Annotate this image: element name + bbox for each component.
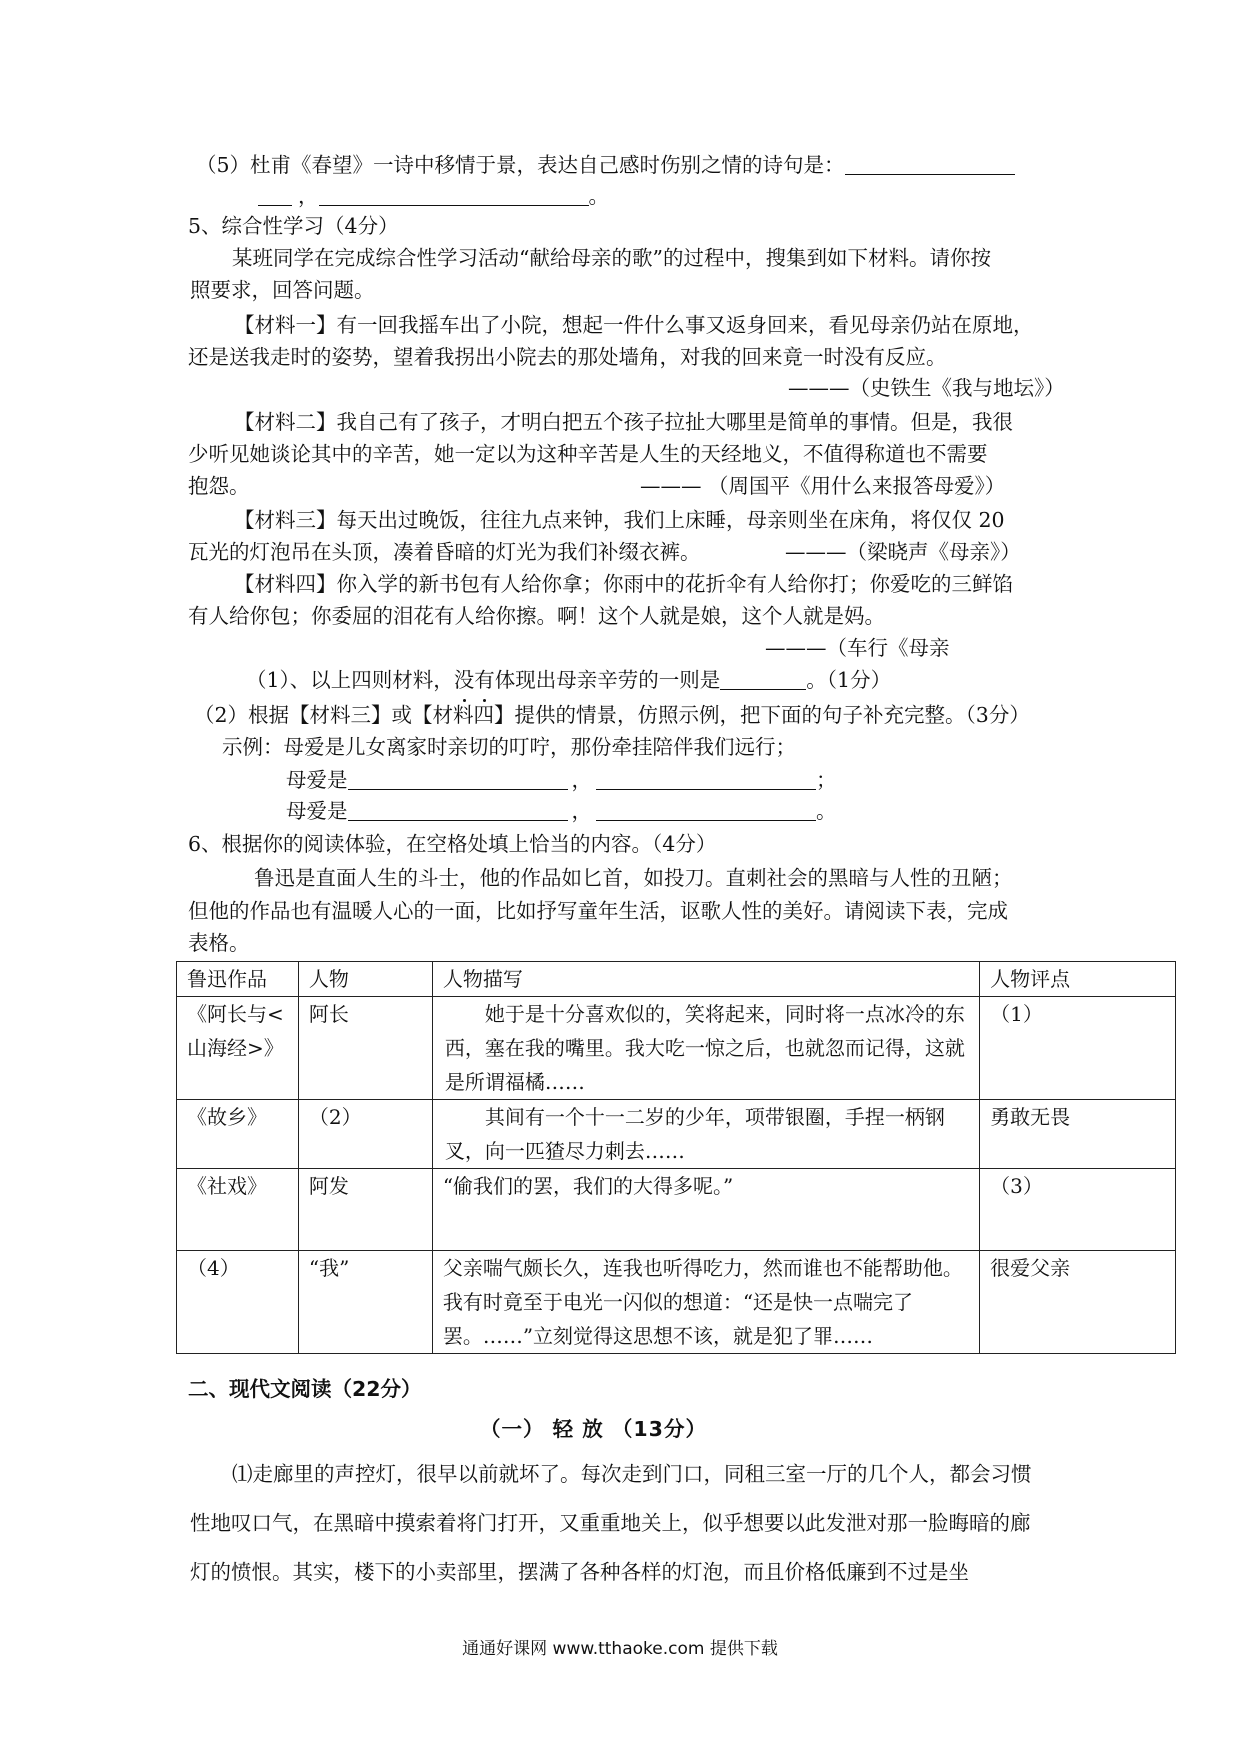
answer-blank[interactable] <box>596 800 816 821</box>
header-cell: 鲁迅作品 <box>177 962 299 997</box>
material-2-source: ——— （周国平《用什么来报答母爱》） <box>640 474 1006 498</box>
love-line-2 <box>286 797 837 825</box>
q6-intro-2: 但他的作品也有温暖人心的一面，比如抒写童年生活，讴歌人性的美好。请阅读下表，完成 <box>188 899 1008 923</box>
material-2-line-2: 少听见她谈论其中的辛苦，她一定以为这种辛苦是人生的天经地义，不值得称道也不需要 <box>188 442 988 466</box>
emphasis-char: 没 <box>453 668 475 692</box>
q5-sub-1-post: 。（1分） <box>806 668 892 692</box>
material-2-line-1: 【材料二】我自己有了孩子，才明白把五个孩子拉扯大哪里是简单的事情。但是，我很 <box>234 410 1013 434</box>
q5-sub-1-pre: （1）、以上四则材料， <box>246 668 454 692</box>
reading-paragraph-1: ⑴走廊里的声控灯，很早以前就坏了。每次走到门口，同租三室一厅的几个人，都会习惯性地叹口气，在黑暗中摸索着将门打开，又重重地关上，似乎想要以此发泄对那一脸晦暗的廊灯的愤恨。其实，楼下的小卖部里，摆满了各种各样的灯泡，而且价格低廉到不过是坐 <box>190 1462 1032 1584</box>
answer-blank[interactable] <box>348 769 568 790</box>
part2-subtitle: （一） 轻 放 （13分） <box>480 1417 707 1441</box>
q6-title: 6、根据你的阅读体验，在空格处填上恰当的内容。（4分） <box>188 832 717 856</box>
description-cell: 她于是十分喜欢似的，笑将起来，同时将一点冰冷的东西，塞在我的嘴里。我大吃一惊之后，也就忽而记得，这就是所谓福橘…… <box>432 997 979 1100</box>
q5-sub-1-mid: 体现出母亲辛劳的一则是 <box>494 668 721 692</box>
q5-intro-2: 照要求，回答问题。 <box>190 278 375 302</box>
comma: ， <box>571 799 592 823</box>
q6-intro-3: 表格。 <box>188 931 250 955</box>
answer-blank[interactable] <box>348 800 568 821</box>
answer-blank[interactable] <box>720 669 806 690</box>
material-1-source: ———（史铁生《我与地坛》） <box>788 376 1065 400</box>
q5-sub-1 <box>246 666 891 694</box>
comma: ， <box>298 184 319 208</box>
work-cell: 《阿长与<山海经>》 <box>177 997 299 1100</box>
semicolon: ； <box>816 768 837 792</box>
table-row <box>177 1251 1176 1354</box>
answer-blank[interactable] <box>258 185 292 206</box>
table-row <box>177 997 1176 1100</box>
q4-5-line <box>196 151 1015 179</box>
description-cell: “偷我们的罢，我们的大得多呢。” <box>432 1169 979 1251</box>
work-cell: 《社戏》 <box>177 1169 299 1251</box>
work-cell: 《故乡》 <box>177 1100 299 1169</box>
q5-sub-2: （2）根据【材料三】或【材料四】提供的情景，仿照示例，把下面的句子补充完整。（3分） <box>194 703 1030 727</box>
comment-cell: 勇敢无畏 <box>980 1100 1176 1169</box>
part2-title: 二、现代文阅读（22分） <box>188 1377 422 1401</box>
material-4-line-1: 【材料四】你入学的新书包有人给你拿；你雨中的花折伞有人给你打；你爱吃的三鲜馅 <box>234 572 1013 596</box>
love-label: 母爱是 <box>286 799 348 823</box>
table-header-row <box>177 962 1176 997</box>
person-cell: 阿长 <box>298 997 432 1100</box>
q4-5-line-2 <box>258 182 609 210</box>
q4-5-text: （5）杜甫《春望》一诗中移情于景，表达自己感时伤别之情的诗句是： <box>196 153 845 177</box>
love-line-1 <box>286 766 837 794</box>
person-cell: “我” <box>298 1251 432 1354</box>
material-3-line-2: 瓦光的灯泡吊在头顶，凑着昏暗的灯光为我们补缀衣裤。 <box>188 540 701 564</box>
period: 。 <box>588 184 609 208</box>
person-cell: 阿发 <box>298 1169 432 1251</box>
work-cell[interactable]: （4） <box>177 1251 299 1354</box>
person-cell[interactable]: （2） <box>298 1100 432 1169</box>
emphasis-char: 有 <box>474 668 495 692</box>
header-cell: 人物 <box>298 962 432 997</box>
comment-cell[interactable]: （3） <box>980 1169 1176 1251</box>
q5-intro-1: 某班同学在完成综合性学习活动“献给母亲的歌”的过程中，搜集到如下材料。请你按 <box>232 246 991 270</box>
material-3-source: ———（梁晓声《母亲》） <box>785 540 1021 564</box>
comment-cell: 很爱父亲 <box>980 1251 1176 1354</box>
comment-cell[interactable]: （1） <box>980 997 1176 1100</box>
answer-blank[interactable] <box>319 185 589 206</box>
header-cell: 人物评点 <box>980 962 1176 997</box>
table-row <box>177 1169 1176 1251</box>
comma: ， <box>571 768 592 792</box>
love-label: 母爱是 <box>286 768 348 792</box>
table-row <box>177 1100 1176 1169</box>
material-2-line-3: 抱怨。 <box>188 474 250 498</box>
q6-intro-1: 鲁迅是直面人生的斗士，他的作品如匕首，如投刀。直刺社会的黑暗与人性的丑陋； <box>254 866 1013 890</box>
answer-blank[interactable] <box>845 154 1015 175</box>
luxun-table <box>176 961 1176 1354</box>
material-1-line-1: 【材料一】有一回我摇车出了小院，想起一件什么事又返身回来，看见母亲仍站在原地， <box>234 313 1034 337</box>
period: 。 <box>816 799 837 823</box>
page-footer: 通通好课网 www.tthaoke.com 提供下载 <box>462 1639 778 1659</box>
description-cell: 其间有一个十一二岁的少年，项带银圈，手捏一柄钢叉，向一匹猹尽力刺去…… <box>432 1100 979 1169</box>
material-4-line-2: 有人给你包；你委屈的泪花有人给你擦。啊！这个人就是娘，这个人就是妈。 <box>188 604 885 628</box>
header-cell: 人物描写 <box>432 962 979 997</box>
material-3-line-1: 【材料三】每天出过晚饭，往往九点来钟，我们上床睡，母亲则坐在床角，将仅仅 20 <box>234 508 1005 532</box>
q5-title: 5、综合性学习（4分） <box>188 214 399 238</box>
description-cell: 父亲喘气颇长久，连我也听得吃力，然而谁也不能帮助他。我有时竟至于电光一闪似的想道：“还是快一点喘完了罢。……”立刻觉得这思想不该，就是犯了罪…… <box>432 1251 979 1354</box>
q5-example: 示例：母爱是儿女离家时亲切的叮咛，那份牵挂陪伴我们远行； <box>222 735 796 759</box>
material-1-line-2: 还是送我走时的姿势，望着我拐出小院去的那处墙角，对我的回来竟一时没有反应。 <box>188 345 947 369</box>
material-4-source: ———（车行《母亲 <box>765 636 950 660</box>
answer-blank[interactable] <box>596 769 816 790</box>
